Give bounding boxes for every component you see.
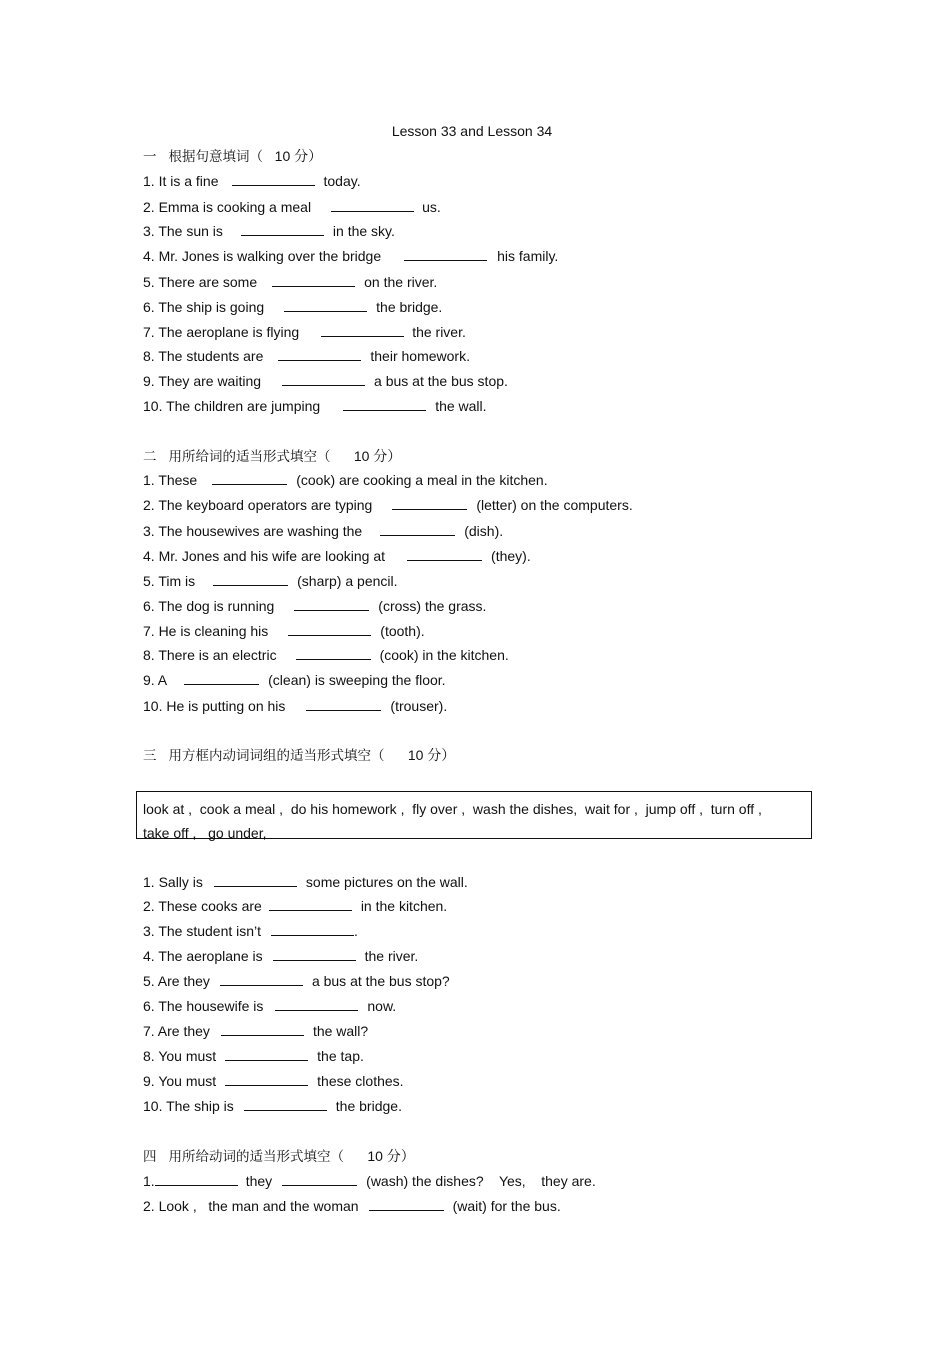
answer-blank[interactable] (273, 948, 356, 961)
section1-item-4: 4. Mr. Jones is walking over the bridge his family. (143, 248, 559, 264)
answer-blank[interactable] (241, 223, 324, 236)
answer-blank[interactable] (407, 548, 482, 561)
answer-blank[interactable] (278, 348, 361, 361)
section2-item-9: 9. A (clean) is sweeping the floor. (143, 672, 446, 688)
answer-blank[interactable] (380, 523, 455, 536)
section1-item-1: 1. It is a fine today. (143, 173, 361, 189)
section4-item-1: 1. they (wash) the dishes? Yes, they are. (143, 1173, 596, 1189)
section3-number: 三 (143, 748, 157, 764)
section4-title: 用所给动词的适当形式填空（ (168, 1149, 344, 1165)
answer-blank[interactable] (213, 573, 288, 586)
answer-blank[interactable] (282, 1173, 357, 1186)
answer-blank[interactable] (225, 1048, 308, 1061)
answer-blank[interactable] (284, 299, 367, 312)
section1-heading (143, 145, 322, 166)
answer-blank[interactable] (404, 248, 487, 261)
section2-item-10: 10. He is putting on his (trouser). (143, 698, 448, 714)
answer-blank[interactable] (296, 647, 371, 660)
section1-item-5: 5. There are some on the river. (143, 274, 438, 290)
section1-item-9: 9. They are waiting a bus at the bus stop. (143, 373, 508, 389)
answer-blank[interactable] (225, 1073, 308, 1086)
answer-blank[interactable] (269, 898, 352, 911)
section3-item-7: 7. Are they the wall? (143, 1023, 369, 1039)
phrase-box-line-2: take off , go under, (143, 825, 267, 841)
section3-item-9: 9. You must these clothes. (143, 1073, 404, 1089)
section2-item-2: 2. The keyboard operators are typing (letter) on the computers. (143, 497, 633, 513)
section1-item-7: 7. The aeroplane is flying the river. (143, 324, 466, 340)
answer-blank[interactable] (184, 672, 259, 685)
section3-item-3: 3. The student isn’t . (143, 923, 358, 939)
section1-item-2: 2. Emma is cooking a meal us. (143, 199, 441, 215)
answer-blank[interactable] (275, 998, 358, 1011)
answer-blank[interactable] (321, 324, 404, 337)
section2-item-5: 5. Tim is (sharp) a pencil. (143, 573, 398, 589)
section1-number: 一 (143, 149, 157, 165)
answer-blank[interactable] (331, 199, 414, 212)
answer-blank[interactable] (306, 698, 381, 711)
section2-item-7: 7. He is cleaning his (tooth). (143, 623, 425, 639)
answer-blank[interactable] (221, 1023, 304, 1036)
section4-heading (143, 1145, 415, 1166)
section3-item-8: 8. You must the tap. (143, 1048, 364, 1064)
section4-item-2: 2. Look , the man and the woman (wait) for the bus. (143, 1198, 561, 1214)
answer-blank[interactable] (212, 472, 287, 485)
section3-item-6: 6. The housewife is now. (143, 998, 397, 1014)
answer-blank[interactable] (272, 274, 355, 287)
section1-item-3: 3. The sun is in the sky. (143, 223, 395, 239)
section1-item-8: 8. The students are their homework. (143, 348, 470, 364)
section1-item-10: 10. The children are jumping the wall. (143, 398, 487, 414)
section2-item-4: 4. Mr. Jones and his wife are looking at (they). (143, 548, 531, 564)
section2-score: 10 分） (353, 448, 402, 464)
section3-item-10: 10. The ship is the bridge. (143, 1098, 402, 1114)
section2-item-3: 3. The housewives are washing the (dish). (143, 523, 504, 539)
section3-item-1: 1. Sally is some pictures on the wall. (143, 874, 468, 890)
section2-item-8: 8. There is an electric (cook) in the kitchen. (143, 647, 509, 663)
answer-blank[interactable] (244, 1098, 327, 1111)
answer-blank[interactable] (392, 497, 467, 510)
section3-item-5: 5. Are they a bus at the bus stop? (143, 973, 450, 989)
page-title: Lesson 33 and Lesson 34 (391, 123, 553, 139)
answer-blank[interactable] (282, 373, 365, 386)
section2-heading (143, 445, 401, 466)
section4-score: 10 分） (367, 1148, 415, 1164)
section1-item-6: 6. The ship is going the bridge. (143, 299, 443, 315)
section2-number: 二 (143, 449, 157, 465)
section3-title: 用方框内动词词组的适当形式填空（ (168, 748, 385, 764)
section2-item-1: 1. These (cook) are cooking a meal in the kitchen. (143, 472, 548, 488)
answer-blank[interactable] (271, 923, 354, 936)
answer-blank[interactable] (155, 1173, 238, 1186)
answer-blank[interactable] (343, 398, 426, 411)
answer-blank[interactable] (214, 874, 297, 887)
answer-blank[interactable] (288, 623, 371, 636)
answer-blank[interactable] (294, 598, 369, 611)
answer-blank[interactable] (232, 173, 315, 186)
section1-title: 根据句意填词（ (168, 149, 263, 165)
answer-blank[interactable] (369, 1198, 444, 1211)
section3-heading (143, 744, 455, 765)
phrase-box (136, 791, 812, 839)
section3-item-2: 2. These cooks are in the kitchen. (143, 898, 448, 914)
section3-item-4: 4. The aeroplane is the river. (143, 948, 419, 964)
section3-score: 10 分） (407, 747, 456, 763)
section2-item-6: 6. The dog is running (cross) the grass. (143, 598, 487, 614)
answer-blank[interactable] (220, 973, 303, 986)
section4-number: 四 (143, 1149, 157, 1165)
section1-score: 10 分） (274, 148, 323, 164)
phrase-box-line-1: look at , cook a meal , do his homework , fly over , wash the dishes, wait for , jump off , turn off , (143, 801, 762, 817)
section2-title: 用所给词的适当形式填空（ (168, 449, 331, 465)
